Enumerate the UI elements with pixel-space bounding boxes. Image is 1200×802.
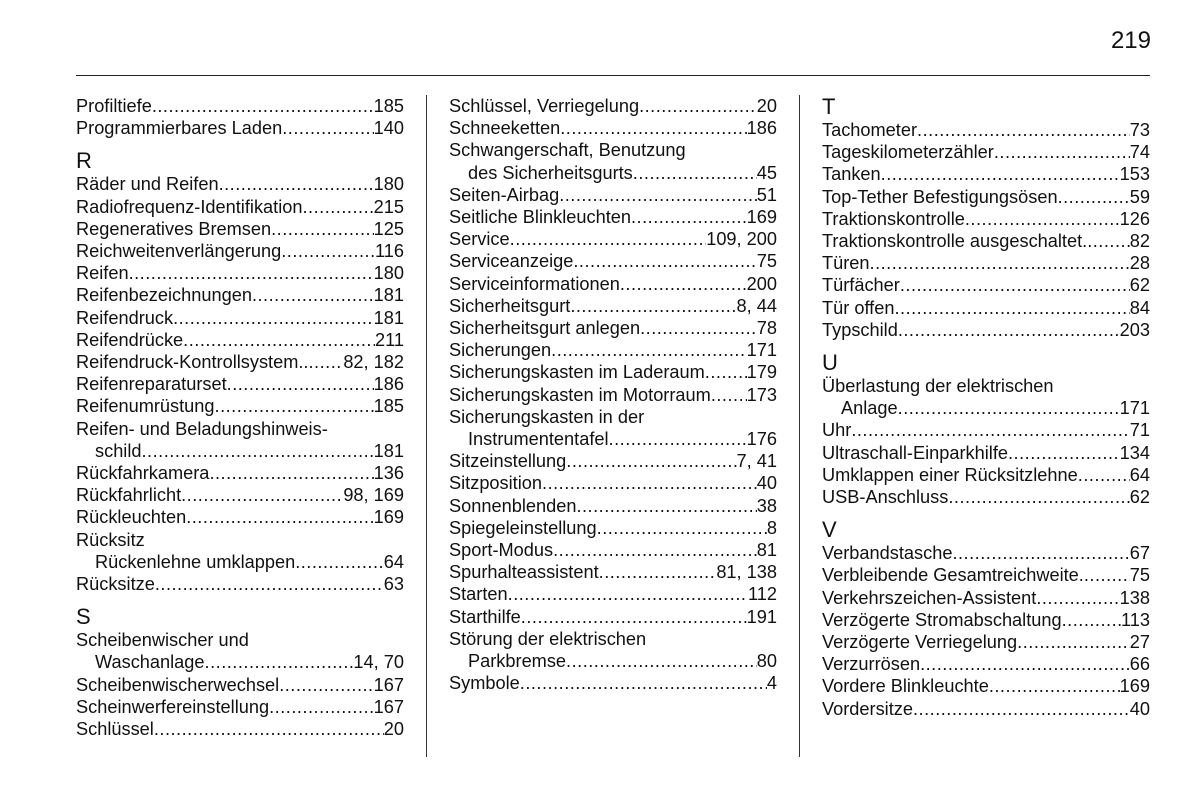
entry-term: Verzurrösen (822, 654, 921, 675)
page-reference: 134 (1119, 442, 1150, 463)
dot-leader (186, 506, 373, 528)
page-reference: 186 (746, 118, 777, 139)
index-entry (449, 495, 777, 517)
dot-leader (1017, 631, 1130, 653)
page-reference: 71 (1129, 420, 1150, 441)
column-divider (799, 95, 800, 757)
index-entry (76, 373, 404, 395)
dot-leader (711, 384, 747, 406)
page-reference: 169 (746, 207, 777, 228)
page-reference: 75 (1129, 565, 1150, 586)
dot-leader (1078, 464, 1130, 486)
entry-term: Parkbremse (468, 651, 567, 672)
entry-term: Räder und Reifen (76, 174, 219, 195)
entry-term: Reifen (76, 263, 129, 284)
index-subentry (449, 428, 777, 450)
entry-term: Tür offen (822, 297, 895, 318)
dot-leader (215, 395, 374, 417)
dot-leader (521, 606, 747, 628)
index-heading: Überlastung der elektrischen (822, 376, 1054, 397)
page-reference: 112 (748, 584, 777, 605)
index-entry (822, 698, 1150, 720)
index-entry (449, 450, 777, 472)
section-letter: V (822, 517, 837, 543)
dot-leader (302, 196, 373, 218)
entry-term: Traktionskontrolle (822, 208, 965, 229)
dot-leader (279, 674, 373, 696)
page-reference: 45 (756, 162, 777, 183)
page-reference: 167 (373, 674, 404, 695)
index-entry (76, 506, 404, 528)
dot-leader (269, 696, 374, 718)
index-column-2 (449, 95, 777, 694)
index-entry (76, 284, 404, 306)
index-entry (822, 587, 1150, 609)
page-reference: 67 (1129, 543, 1150, 564)
entry-term: Service (449, 229, 510, 250)
entry-term: Rücksitze (76, 574, 155, 595)
entry-term: Waschanlage (95, 652, 205, 673)
entry-term: Sicherungskasten im Motorraum (449, 384, 711, 405)
index-entry (76, 484, 404, 506)
index-entry (449, 361, 777, 383)
index-entry (449, 317, 777, 339)
index-subentry (449, 650, 777, 672)
index-entry (76, 218, 404, 240)
entry-term: schild (95, 440, 142, 461)
index-heading: Scheibenwischer und (76, 630, 249, 651)
index-entry (449, 228, 777, 250)
entry-term: Rückfahrlicht (76, 485, 182, 506)
index-entry (76, 718, 404, 740)
entry-term: Spurhalteassistent (449, 562, 599, 583)
index-entry (822, 486, 1150, 508)
page-reference: 167 (373, 696, 404, 717)
index-entry (76, 240, 404, 262)
entry-term: Profiltiefe (76, 96, 152, 116)
dot-leader (155, 573, 384, 595)
dot-leader (881, 163, 1120, 185)
entry-term: Spiegeleinstellung (449, 517, 597, 538)
index-entry (822, 252, 1150, 274)
index-entry (822, 141, 1150, 163)
index-heading: Sicherungskasten in der (449, 406, 645, 427)
index-entry (822, 442, 1150, 464)
page-reference: 179 (746, 362, 777, 383)
dot-leader (597, 517, 767, 539)
dot-leader (510, 228, 707, 250)
page-reference: 173 (746, 384, 777, 405)
entry-term: Seiten-Airbag (449, 184, 560, 205)
page-reference: 73 (1129, 120, 1150, 140)
dot-leader (173, 307, 374, 329)
index-entry (822, 274, 1150, 296)
entry-term: Reifendruck-Kontrollsystem.. (76, 352, 309, 373)
entry-term: Reifenbezeichnungen (76, 285, 252, 306)
page-reference: 84 (1129, 297, 1150, 318)
page-reference: 98, 169 (343, 485, 404, 506)
dot-leader (520, 672, 767, 694)
page-reference: 81, 138 (716, 562, 777, 583)
page-reference: 74 (1129, 142, 1150, 163)
index-entry (822, 564, 1150, 586)
index-entry (449, 583, 777, 605)
dot-leader (570, 295, 736, 317)
entry-term: Top-Tether Befestigungsösen (822, 186, 1058, 207)
dot-leader (898, 319, 1120, 341)
index-entry (76, 95, 404, 117)
dot-leader (639, 95, 757, 117)
entry-term: Schneeketten (449, 118, 561, 139)
index-entry (822, 653, 1150, 675)
entry-term: Schlüssel (76, 719, 154, 740)
index-entry (822, 208, 1150, 230)
page-reference: 51 (756, 184, 777, 205)
page-reference: 7, 41 (736, 451, 777, 472)
dot-leader (948, 486, 1129, 508)
page-reference: 62 (1129, 275, 1150, 296)
entry-term: Vordere Blinkleuchte (822, 676, 989, 697)
page-reference: 28 (1129, 253, 1150, 274)
page-reference: 153 (1119, 164, 1150, 185)
index-entry (822, 319, 1150, 341)
dot-leader (205, 651, 354, 673)
entry-term: Sicherungskasten im Laderaum (449, 362, 705, 383)
entry-term: Radiofrequenz-Identifikation (76, 196, 303, 217)
index-entry (449, 206, 777, 228)
index-entry (76, 395, 404, 417)
entry-term: Reifendrücke (76, 329, 184, 350)
index-entry (76, 573, 404, 595)
entry-term: Serviceinformationen (449, 273, 620, 294)
index-entry (76, 696, 404, 718)
index-entry (822, 297, 1150, 319)
entry-term: Ultraschall-Einparkhilfe (822, 442, 1008, 463)
index-entry (449, 95, 777, 117)
index-entry (822, 230, 1150, 252)
index-entry (449, 472, 777, 494)
page-reference: 116 (375, 241, 404, 262)
dot-leader (227, 373, 374, 395)
index-subentry (449, 162, 777, 184)
section-letter: R (76, 148, 92, 174)
index-entry (822, 631, 1150, 653)
page-reference: 125 (373, 218, 404, 239)
dot-leader (542, 472, 757, 494)
dot-leader (566, 650, 757, 672)
dot-leader (142, 440, 374, 462)
entry-term: Scheibenwischerwechsel (76, 674, 280, 695)
index-subentry (76, 551, 404, 573)
dot-leader (989, 675, 1120, 697)
index-entry (76, 329, 404, 351)
index-column-1 (76, 95, 404, 740)
page-reference: 181 (373, 285, 404, 306)
dot-leader (295, 551, 384, 573)
page-reference: 59 (1129, 186, 1150, 207)
dot-leader (1008, 442, 1120, 464)
dot-leader (560, 117, 746, 139)
index-entry (449, 273, 777, 295)
page-reference: 20 (383, 719, 404, 740)
dot-leader (870, 252, 1130, 274)
page-reference: 169 (1119, 676, 1150, 697)
page-reference: 185 (373, 396, 404, 417)
entry-term: Rückfahrkamera (76, 463, 210, 484)
dot-leader (898, 397, 1120, 419)
index-heading: Schwangerschaft, Benutzung (449, 140, 686, 161)
page-reference: 62 (1129, 487, 1150, 508)
entry-term: Reifendruck (76, 307, 174, 328)
entry-term: Verbleibende Gesamtreichweite. (822, 565, 1084, 586)
dot-leader (894, 297, 1129, 319)
page-reference: 66 (1129, 654, 1150, 675)
dot-leader (271, 218, 374, 240)
dot-leader (1062, 609, 1121, 631)
page-reference: 200 (746, 273, 777, 294)
entry-term: Seitliche Blinkleuchten (449, 207, 631, 228)
page-reference: 80 (756, 651, 777, 672)
entry-term: Vordersitze (822, 698, 913, 719)
entry-term: Verbandstasche (822, 543, 953, 564)
page-reference: 186 (373, 374, 404, 395)
page-reference: 38 (756, 495, 777, 516)
page-reference: 191 (746, 606, 777, 627)
page-reference: 63 (383, 574, 404, 595)
index-entry (822, 542, 1150, 564)
dot-leader (573, 250, 756, 272)
dot-leader (181, 484, 343, 506)
entry-term: Tachometer (822, 120, 918, 140)
index-entry (449, 539, 777, 561)
index-entry (76, 196, 404, 218)
entry-term: Programmierbares Laden (76, 118, 283, 139)
page-reference: 171 (1119, 398, 1150, 419)
index-entry (449, 384, 777, 406)
dot-leader (1087, 230, 1130, 252)
page-reference: 181 (373, 440, 404, 461)
index-entry (449, 295, 777, 317)
entry-term: Starten (449, 584, 508, 605)
entry-term: Sicherungen (449, 340, 552, 361)
page-reference: 14, 70 (353, 652, 404, 673)
index-entry (449, 517, 777, 539)
dot-leader (566, 450, 736, 472)
entry-term: Reichweitenverlängerung (76, 241, 282, 262)
page-reference: 181 (373, 307, 404, 328)
dot-leader (994, 141, 1130, 163)
index-entry (822, 464, 1150, 486)
dot-leader (633, 162, 757, 184)
entry-term: Symbole (449, 673, 520, 694)
dot-leader (154, 718, 384, 740)
entry-term: Typschild (822, 319, 898, 340)
index-entry (76, 351, 404, 373)
dot-leader (252, 284, 374, 306)
dot-leader (1084, 564, 1130, 586)
entry-term: Sitzposition (449, 473, 543, 494)
entry-term: Serviceanzeige (449, 251, 574, 272)
dot-leader (913, 698, 1130, 720)
dot-leader (282, 117, 373, 139)
entry-term: Schlüssel, Verriegelung (449, 96, 640, 116)
page-reference: 109, 200 (706, 229, 777, 250)
entry-term: Tanken (822, 164, 881, 185)
entry-term: Sonnenblenden (449, 495, 577, 516)
page-reference: 40 (756, 473, 777, 494)
page-reference: 215 (373, 196, 404, 217)
dot-leader (917, 119, 1130, 141)
dot-leader (281, 240, 375, 262)
entry-term: Verkehrszeichen-Assistent (822, 587, 1037, 608)
index-entry (822, 119, 1150, 141)
index-entry (76, 462, 404, 484)
dot-leader (952, 542, 1129, 564)
dot-leader (183, 329, 375, 351)
entry-term: Umklappen einer Rücksitzlehne (822, 464, 1078, 485)
section-letter: S (76, 604, 91, 630)
page-reference: 82 (1129, 231, 1150, 252)
dot-leader (705, 361, 747, 383)
entry-term: Starthilfe (449, 606, 521, 627)
dot-leader (559, 184, 757, 206)
page-reference: 81 (756, 540, 777, 561)
header-rule (76, 75, 1150, 76)
index-entry (76, 117, 404, 139)
entry-term: Sicherheitsgurt anlegen (449, 318, 641, 339)
entry-term: Instrumententafel (468, 429, 609, 450)
page-reference: 4 (766, 673, 777, 694)
page-reference: 180 (373, 174, 404, 195)
index-entry (76, 262, 404, 284)
index-column-3 (822, 95, 1150, 720)
index-entry (449, 117, 777, 139)
page-reference: 211 (375, 329, 404, 350)
entry-term: Türen (822, 253, 870, 274)
dot-leader (599, 561, 717, 583)
index-entry (449, 184, 777, 206)
entry-term: Türfächer (822, 275, 900, 296)
section-letter: U (822, 350, 838, 376)
index-subentry (76, 651, 404, 673)
dot-leader (308, 351, 343, 373)
dot-leader (620, 273, 747, 295)
page-reference: 64 (1129, 464, 1150, 485)
entry-term: Anlage (841, 398, 898, 419)
page-reference: 82, 182 (343, 352, 404, 373)
dot-leader (219, 173, 374, 195)
entry-term: Verzögerte Verriegelung (822, 632, 1018, 653)
column-divider (426, 95, 427, 757)
page-reference: 180 (373, 263, 404, 284)
dot-leader (152, 95, 374, 117)
dot-leader (1036, 587, 1119, 609)
index-entry (822, 163, 1150, 185)
dot-leader (508, 583, 748, 605)
page-reference: 140 (373, 118, 404, 139)
entry-term: Reifenreparaturset (76, 374, 227, 395)
dot-leader (551, 339, 747, 361)
page-reference: 27 (1129, 632, 1150, 653)
page-reference: 75 (756, 251, 777, 272)
dot-leader (900, 274, 1130, 296)
dot-leader (631, 206, 747, 228)
index-subentry (76, 440, 404, 462)
entry-term: Sitzeinstellung (449, 451, 567, 472)
entry-term: Tageskilometerzähler (822, 142, 994, 163)
index-entry (822, 675, 1150, 697)
entry-term: Sicherheitsgurt (449, 295, 571, 316)
page-reference: 171 (746, 340, 777, 361)
page-reference: 40 (1129, 698, 1150, 719)
index-entry (822, 419, 1150, 441)
section-letter: T (822, 94, 836, 119)
entry-term: Scheinwerfereinstellung (76, 696, 270, 717)
index-heading: Reifen- und Beladungshinweis- (76, 418, 328, 439)
page-reference: 113 (1121, 609, 1150, 630)
page-reference: 185 (373, 96, 404, 116)
entry-term: Uhr (822, 420, 852, 441)
index-entry (76, 307, 404, 329)
page-reference: 169 (373, 507, 404, 528)
entry-term: des Sicherheitsgurts (468, 162, 633, 183)
dot-leader (640, 317, 757, 339)
page-reference: 136 (373, 463, 404, 484)
index-entry (449, 606, 777, 628)
index-entry (449, 561, 777, 583)
page-reference: 176 (746, 429, 777, 450)
dot-leader (576, 495, 756, 517)
index-entry (449, 672, 777, 694)
index-heading: Störung der elektrischen (449, 628, 647, 649)
dot-leader (609, 428, 747, 450)
index-entry (76, 674, 404, 696)
entry-term: Regeneratives Bremsen (76, 218, 272, 239)
index-entry (449, 250, 777, 272)
entry-term: Reifenumrüstung (76, 396, 215, 417)
dot-leader (851, 419, 1129, 441)
page-reference: 8, 44 (736, 295, 777, 316)
entry-term: Rückenlehne umklappen (95, 551, 296, 572)
index-entry (76, 173, 404, 195)
dot-leader (1058, 186, 1130, 208)
dot-leader (965, 208, 1120, 230)
page-reference: 138 (1119, 587, 1150, 608)
page-reference: 78 (756, 318, 777, 339)
index-subentry (822, 397, 1150, 419)
dot-leader (129, 262, 374, 284)
page-number: 219 (1110, 27, 1151, 54)
entry-term: USB-Anschluss (822, 487, 949, 508)
page-reference: 20 (756, 96, 777, 116)
index-entry (822, 186, 1150, 208)
dot-leader (553, 539, 757, 561)
entry-term: Verzögerte Stromabschaltung (822, 609, 1062, 630)
index-heading: Rücksitz (76, 529, 145, 550)
index-entry (449, 339, 777, 361)
index-entry (822, 609, 1150, 631)
entry-term: Sport-Modus (449, 540, 554, 561)
page-reference: 126 (1119, 208, 1150, 229)
dot-leader (209, 462, 373, 484)
entry-term: Traktionskontrolle ausgeschaltet. (822, 231, 1088, 252)
dot-leader (920, 653, 1130, 675)
page-reference: 8 (766, 517, 777, 538)
page-reference: 203 (1119, 319, 1150, 340)
page-reference: 64 (383, 551, 404, 572)
entry-term: Rückleuchten (76, 507, 187, 528)
